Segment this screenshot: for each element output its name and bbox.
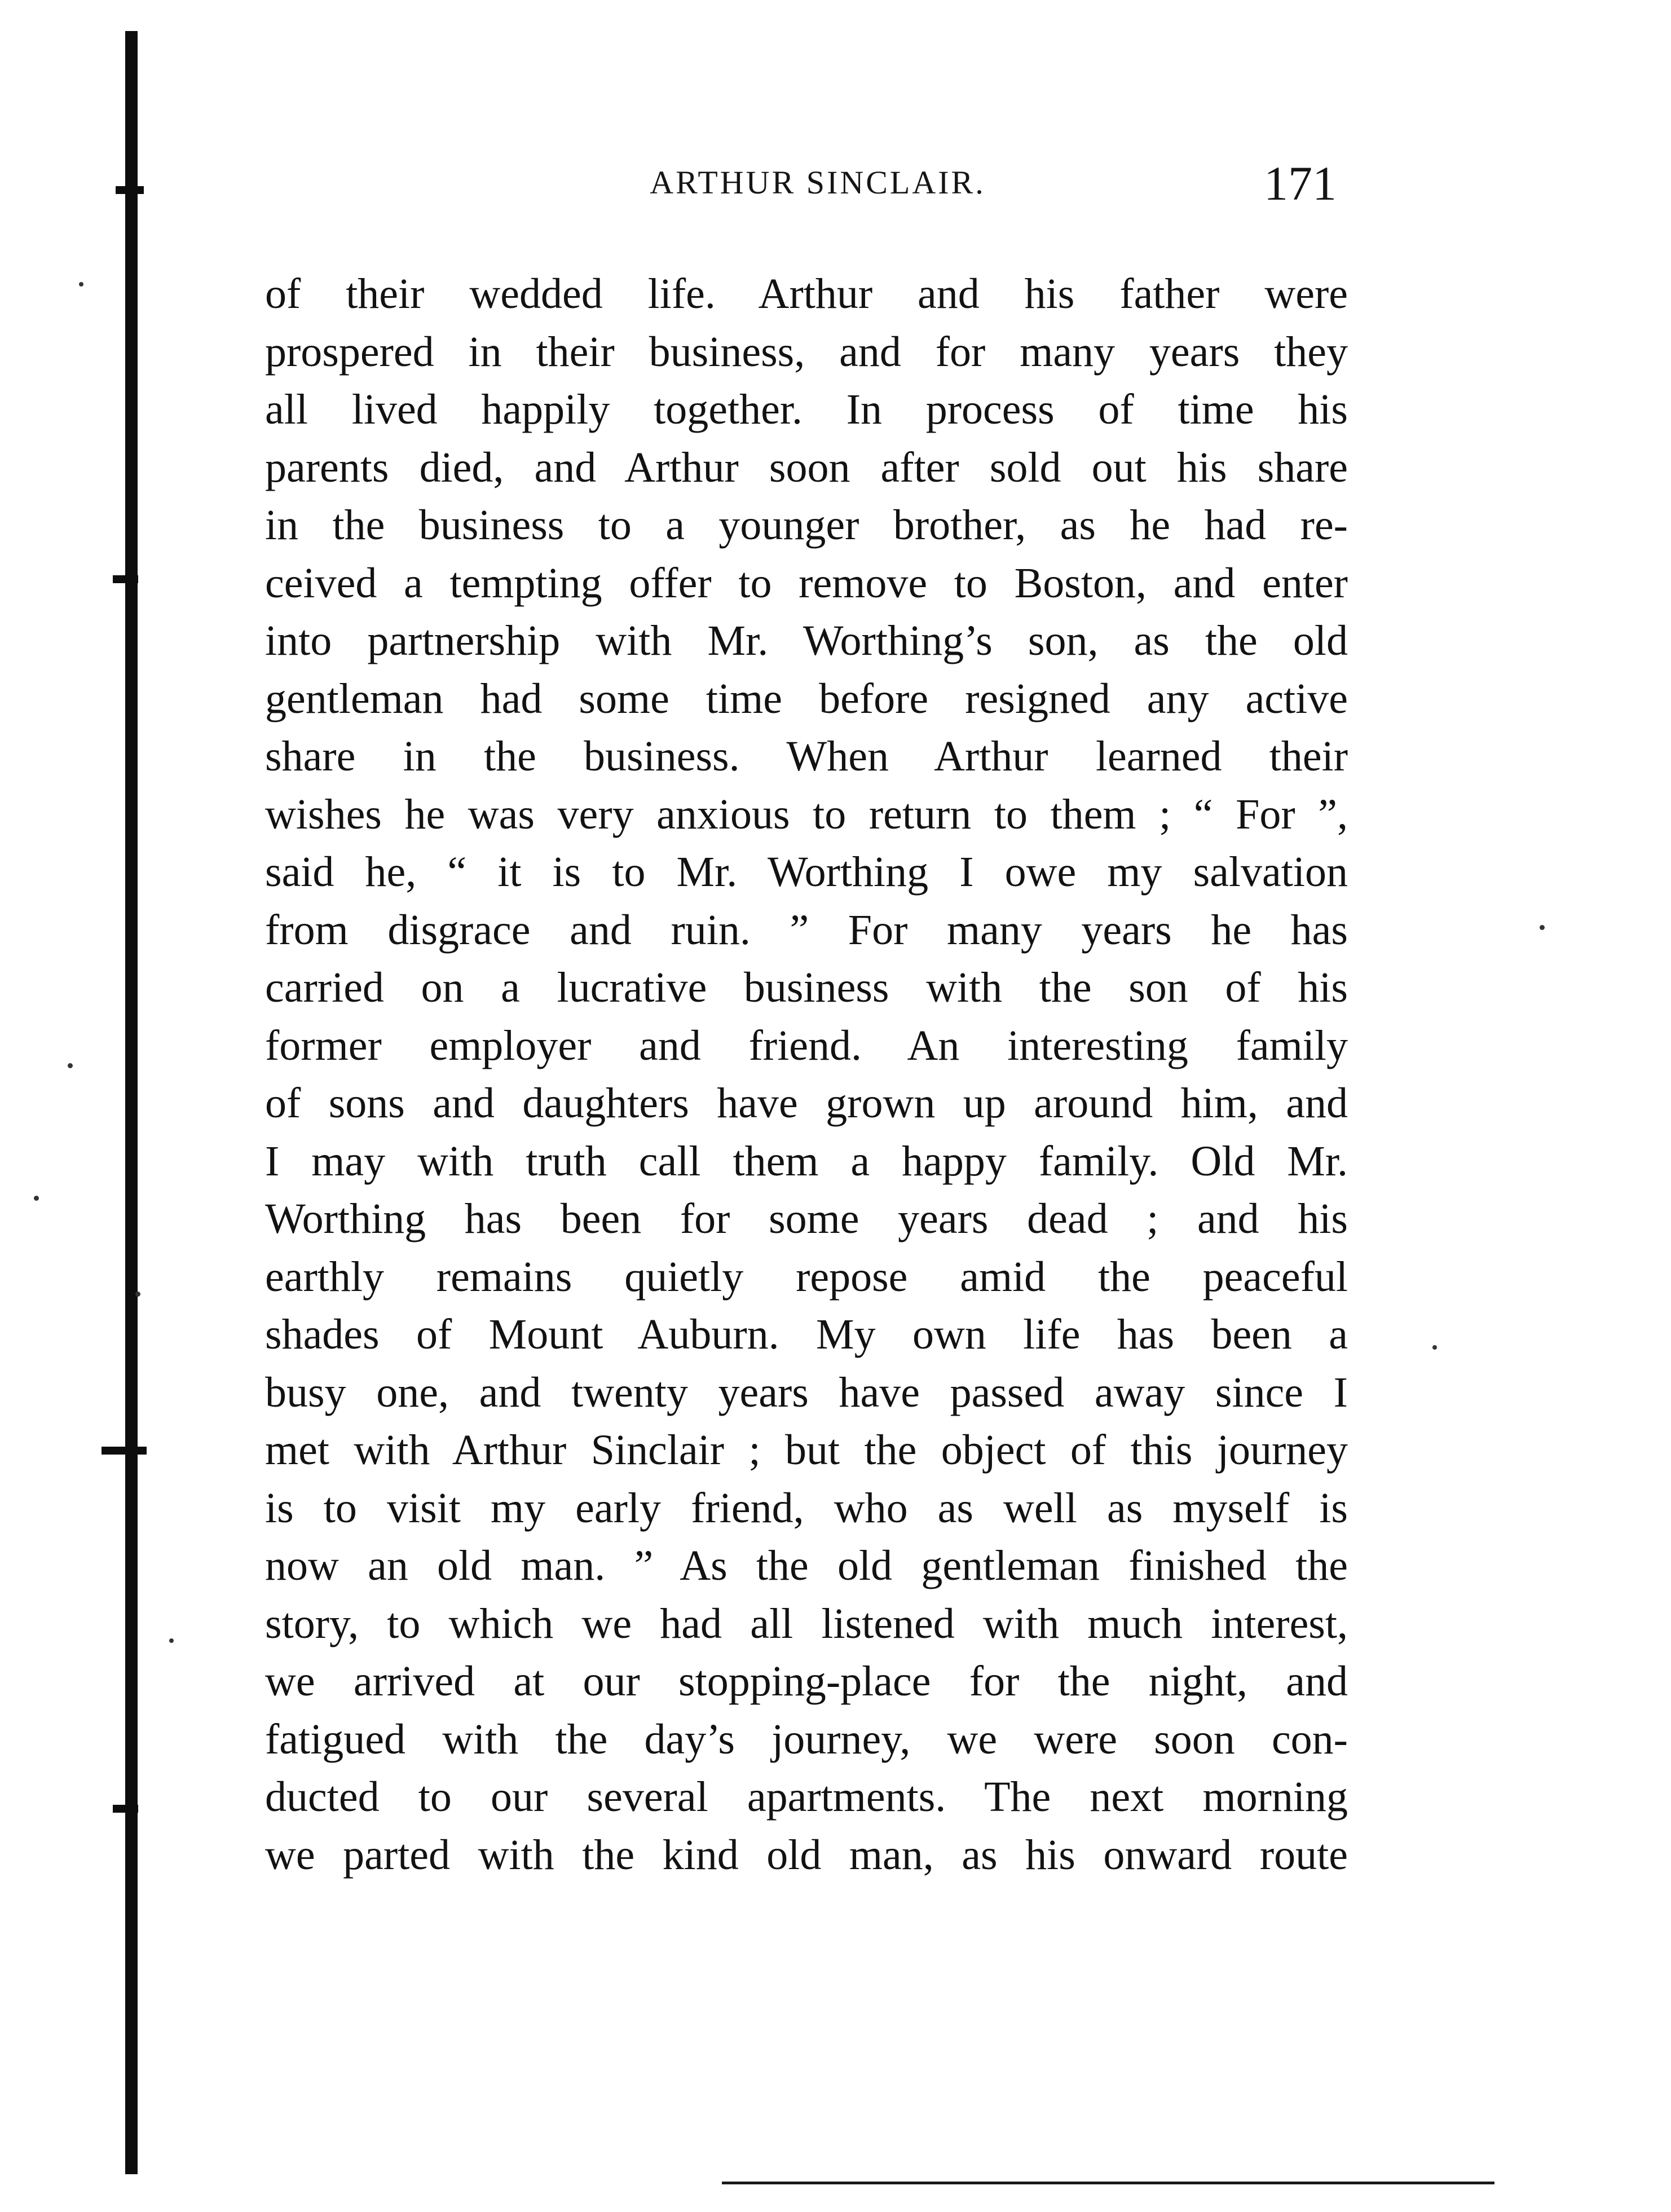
text-line: parents died, and Arthur soon after sold out his share xyxy=(265,443,1348,491)
scan-speck xyxy=(34,1196,39,1201)
text-line: in the business to a younger brother, as he had re- xyxy=(265,501,1348,549)
text-line: ceived a tempting offer to remove to Boston, and enter xyxy=(265,559,1348,607)
scan-speck xyxy=(68,1063,73,1068)
binding-tick-mark xyxy=(102,1447,147,1455)
text-line: busy one, and twenty years have passed away since I xyxy=(265,1368,1348,1416)
text-line: now an old man. ” As the old gentleman finished the xyxy=(265,1542,1348,1589)
binding-tick-mark xyxy=(116,186,144,194)
text-line: shades of Mount Auburn. My own life has been a xyxy=(265,1311,1348,1358)
text-line: I may with truth call them a happy family. Old Mr. xyxy=(265,1137,1348,1185)
text-line: of sons and daughters have grown up around him, and xyxy=(265,1079,1348,1127)
text-line: of their wedded life. Arthur and his father were xyxy=(265,270,1348,318)
text-line: all lived happily together. In process of time his xyxy=(265,386,1348,433)
text-line: wishes he was very anxious to return to them ; “ For ”, xyxy=(265,790,1348,838)
scan-speck xyxy=(135,1292,140,1297)
text-line: we arrived at our stopping-place for the night, and xyxy=(265,1658,1348,1705)
scan-speck xyxy=(79,282,83,287)
scan-speck xyxy=(169,1638,174,1643)
text-line: we parted with the kind old man, as his onward route xyxy=(265,1831,1348,1879)
scan-speck xyxy=(1432,1345,1437,1350)
text-line: from disgrace and ruin. ” For many years he has xyxy=(265,906,1348,954)
running-head-title: ARTHUR SINCLAIR. xyxy=(650,164,986,201)
page-number: 171 xyxy=(1264,156,1337,210)
text-line: Worthing has been for some years dead ; and his xyxy=(265,1195,1348,1242)
text-line: met with Arthur Sinclair ; but the object of this journey xyxy=(265,1426,1348,1474)
bottom-page-rule xyxy=(722,2182,1494,2184)
text-line: gentleman had some time before resigned any active xyxy=(265,675,1348,722)
binding-edge-rule xyxy=(125,31,138,2174)
binding-tick-mark xyxy=(113,1805,138,1813)
text-line: ducted to our several apartments. The next morning xyxy=(265,1773,1348,1821)
text-line: said he, “ it is to Mr. Worthing I owe my salvation xyxy=(265,848,1348,896)
text-line: carried on a lucrative business with the son of his xyxy=(265,964,1348,1011)
text-line: share in the business. When Arthur learned their xyxy=(265,733,1348,780)
text-line: prospered in their business, and for many years they xyxy=(265,328,1348,376)
text-line: story, to which we had all listened with much interest, xyxy=(265,1599,1348,1647)
text-line: former employer and friend. An interesting family xyxy=(265,1021,1348,1069)
binding-tick-mark xyxy=(113,575,138,583)
text-line: earthly remains quietly repose amid the peaceful xyxy=(265,1253,1348,1301)
text-line: fatigued with the day’s journey, we were soon con- xyxy=(265,1715,1348,1763)
scan-speck xyxy=(1540,925,1545,930)
text-line: is to visit my early friend, who as well as myself is xyxy=(265,1484,1348,1532)
text-line: into partnership with Mr. Worthing’s son, as the old xyxy=(265,617,1348,664)
body-text-block xyxy=(265,265,1348,1884)
